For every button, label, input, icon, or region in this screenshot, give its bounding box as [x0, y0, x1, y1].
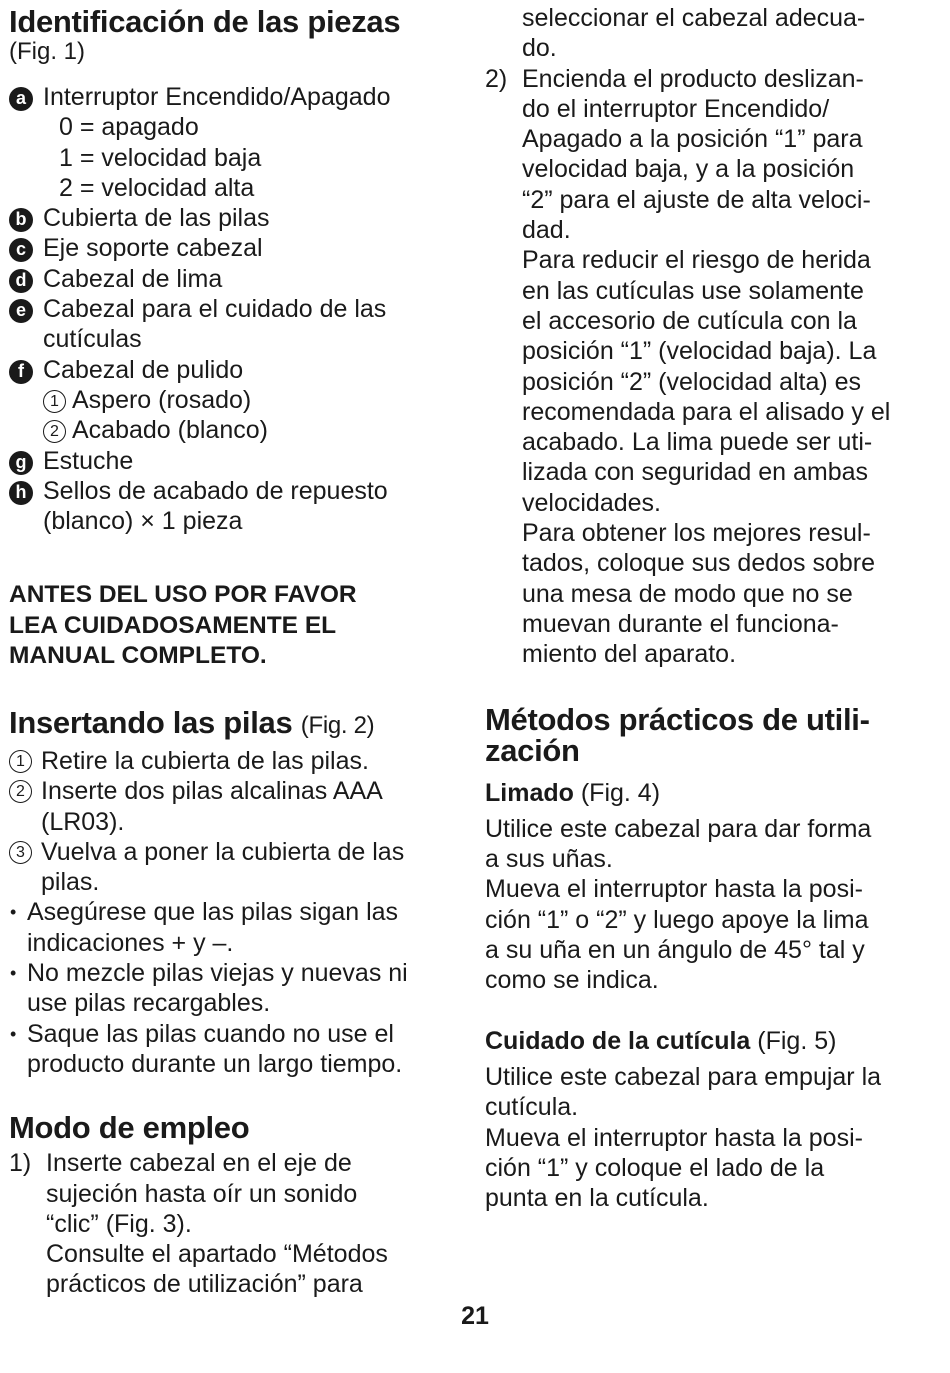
- letter-b-badge: b: [9, 208, 33, 232]
- body-line: cutícula.: [485, 1093, 579, 1122]
- letter-a-badge: a: [9, 87, 33, 111]
- right-column: [485, 0, 940, 1213]
- part-item-c: [9, 233, 471, 263]
- battery-step-3: [9, 837, 471, 898]
- heading-line: Métodos prácticos de utili-: [485, 701, 870, 737]
- page-number: 21: [461, 1302, 489, 1330]
- body-line: punta en la cutícula.: [485, 1184, 709, 1213]
- body-line: ción “1” o “2” y luego apoye la lima: [485, 905, 869, 934]
- part-item-b: [9, 203, 471, 233]
- step-text: posición “1” (velocidad baja). La: [522, 337, 877, 366]
- cuticle-label: Cuidado de la cutícula: [485, 1026, 751, 1055]
- body-line: Mueva el interruptor hasta la posi-: [485, 875, 863, 904]
- step-text: en las cutículas use solamente: [522, 276, 864, 305]
- circled-number-icon: 1: [9, 750, 32, 773]
- letter-g-badge: g: [9, 451, 33, 475]
- note-text-cont: producto durante un largo tiempo.: [27, 1049, 403, 1078]
- batteries-fig-ref: (Fig. 2): [300, 711, 375, 739]
- heading-line: zación: [485, 732, 580, 768]
- part-label: Cabezal para el cuidado de las: [43, 295, 387, 324]
- cuticle-section: [485, 1026, 940, 1214]
- polish-option-text: Aspero (rosado): [72, 385, 252, 414]
- part-label: Cabezal de pulido: [43, 355, 244, 384]
- circled-number-icon: 2: [9, 780, 32, 803]
- part-item-e: [9, 294, 471, 355]
- letter-d-badge: d: [9, 269, 33, 293]
- battery-note-3: [9, 1019, 471, 1080]
- step-text: sujeción hasta oír un sonido: [46, 1179, 358, 1208]
- step-text: miento del aparato.: [522, 640, 737, 669]
- part-label: Eje soporte cabezal: [43, 234, 263, 263]
- step-text: do.: [522, 34, 557, 63]
- step-text: prácticos de utilización” para: [46, 1270, 363, 1299]
- bullet-icon: •: [10, 902, 17, 923]
- note-text-cont: use pilas recargables.: [27, 989, 271, 1018]
- filing-fig-ref: (Fig. 4): [580, 778, 661, 807]
- step-text: lizada con seguridad en ambas: [522, 458, 869, 487]
- step-text: do el interruptor Encendido/: [522, 94, 830, 123]
- part-item-h: [9, 476, 471, 537]
- step-text: tados, coloque sus dedos sobre: [522, 549, 876, 578]
- body-line: Mueva el interruptor hasta la posi-: [485, 1123, 863, 1152]
- step-text: seleccionar el cabezal adecua-: [522, 4, 866, 32]
- step-text: Encienda el producto deslizan-: [522, 64, 864, 93]
- polish-option-2: [43, 415, 471, 445]
- step-text: muevan durante el funciona-: [522, 609, 839, 638]
- part-label: Sellos de acabado de repuesto: [43, 476, 388, 505]
- batteries-title: Insertando las pilas: [9, 704, 293, 740]
- circled-number-icon: 2: [43, 420, 66, 443]
- step-text: una mesa de modo que no se: [522, 579, 853, 608]
- note-text: Saque las pilas cuando no use el: [27, 1019, 394, 1048]
- letter-c-badge: c: [9, 238, 33, 262]
- warning-line: ANTES DEL USO POR FAVOR: [9, 581, 357, 609]
- letter-h-badge: h: [9, 481, 33, 505]
- part-item-a: [9, 82, 471, 112]
- step-text-cont: pilas.: [41, 868, 100, 897]
- polish-options: [9, 385, 471, 446]
- switch-position-0: 0 = apagado: [59, 113, 199, 142]
- step-text: recomendada para el alisado y el: [522, 397, 891, 426]
- part-item-f: [9, 355, 471, 385]
- note-text-cont: indicaciones + y –.: [27, 928, 234, 957]
- bullet-icon: •: [10, 963, 17, 984]
- usage-step-1-continued: [485, 3, 940, 64]
- step-number: 2): [485, 64, 508, 93]
- body-line: ción “1” y coloque el lado de la: [485, 1153, 825, 1182]
- cuticle-text: [485, 1062, 940, 1213]
- step-text: dad.: [522, 216, 571, 245]
- body-line: Utilice este cabezal para dar forma: [485, 814, 872, 843]
- step-text: Apagado a la posición “1” para: [522, 125, 863, 154]
- battery-steps: [9, 746, 471, 1079]
- usage-heading: Modo de empleo: [9, 1110, 250, 1146]
- step-text: Para reducir el riesgo de herida: [522, 246, 871, 275]
- left-column: [9, 0, 471, 1300]
- circled-number-icon: 1: [43, 390, 66, 413]
- part-label-cont: cutículas: [43, 325, 142, 354]
- step-text: Vuelva a poner la cubierta de las: [41, 837, 405, 866]
- parts-list: [9, 82, 471, 536]
- letter-e-badge: e: [9, 299, 33, 323]
- part-label: Cabezal de lima: [43, 264, 223, 293]
- step-number: 1): [9, 1149, 32, 1178]
- battery-note-2: [9, 958, 471, 1019]
- step-text: Retire la cubierta de las pilas.: [41, 746, 369, 775]
- body-line: Utilice este cabezal para empujar la: [485, 1062, 882, 1091]
- part-label: Interruptor Encendido/Apagado: [43, 83, 391, 111]
- parts-fig-ref: (Fig. 1): [9, 38, 86, 65]
- parts-heading: Identificación de las piezas: [9, 4, 401, 39]
- step-text: Para obtener los mejores resul-: [522, 519, 871, 548]
- polish-option-1: [43, 385, 471, 415]
- filing-section: [485, 778, 940, 996]
- step-text: velocidades.: [522, 488, 661, 517]
- warning-line: MANUAL COMPLETO.: [9, 642, 267, 670]
- cuticle-fig-ref: (Fig. 5): [757, 1026, 837, 1055]
- part-label-cont: (blanco) × 1 pieza: [43, 507, 243, 536]
- polish-option-text: Acabado (blanco): [72, 416, 268, 445]
- part-label: Estuche: [43, 446, 134, 475]
- switch-position-2: 2 = velocidad alta: [59, 173, 255, 202]
- switch-position-1: 1 = velocidad baja: [59, 143, 262, 172]
- filing-subheading: [485, 778, 940, 808]
- part-item-g: [9, 446, 471, 476]
- battery-step-1: [9, 746, 471, 776]
- body-line: a su uña en un ángulo de 45° tal y: [485, 936, 865, 965]
- warning-line: LEA CUIDADOSAMENTE EL: [9, 611, 337, 639]
- part-item-d: [9, 264, 471, 294]
- step-text: acabado. La lima puede ser uti-: [522, 428, 873, 457]
- step-text: Inserte dos pilas alcalinas AAA: [41, 777, 383, 806]
- cuticle-subheading: [485, 1026, 940, 1056]
- letter-f-badge: f: [9, 360, 33, 384]
- note-text: Asegúrese que las pilas sigan las: [27, 898, 399, 927]
- usage-step-2: [485, 64, 940, 670]
- step-text: posición “2” (velocidad alta) es: [522, 367, 862, 396]
- battery-note-1: [9, 897, 471, 958]
- step-text: “clic” (Fig. 3).: [46, 1209, 192, 1238]
- step-text: velocidad baja, y a la posición: [522, 155, 855, 184]
- filing-text: [485, 814, 940, 996]
- note-text: No mezcle pilas viejas y nuevas ni: [27, 959, 408, 988]
- battery-step-2: [9, 776, 471, 837]
- step-text: Consulte el apartado “Métodos: [46, 1240, 388, 1269]
- step-text-cont: (LR03).: [41, 807, 125, 836]
- methods-heading: [485, 701, 940, 768]
- body-line: como se indica.: [485, 966, 659, 995]
- step-text: Inserte cabezal en el eje de: [46, 1149, 352, 1178]
- step-text: “2” para el ajuste de alta veloci-: [522, 185, 871, 214]
- read-manual-warning: [9, 580, 471, 672]
- part-label: Cubierta de las pilas: [43, 204, 270, 233]
- body-line: a sus uñas.: [485, 845, 613, 874]
- switch-positions: [9, 112, 471, 203]
- bullet-icon: •: [10, 1023, 17, 1044]
- step-text: el accesorio de cutícula con la: [522, 306, 857, 335]
- usage-step-1: [9, 1148, 471, 1299]
- filing-label: Limado: [485, 778, 574, 807]
- circled-number-icon: 3: [9, 841, 32, 864]
- batteries-heading: [9, 706, 471, 742]
